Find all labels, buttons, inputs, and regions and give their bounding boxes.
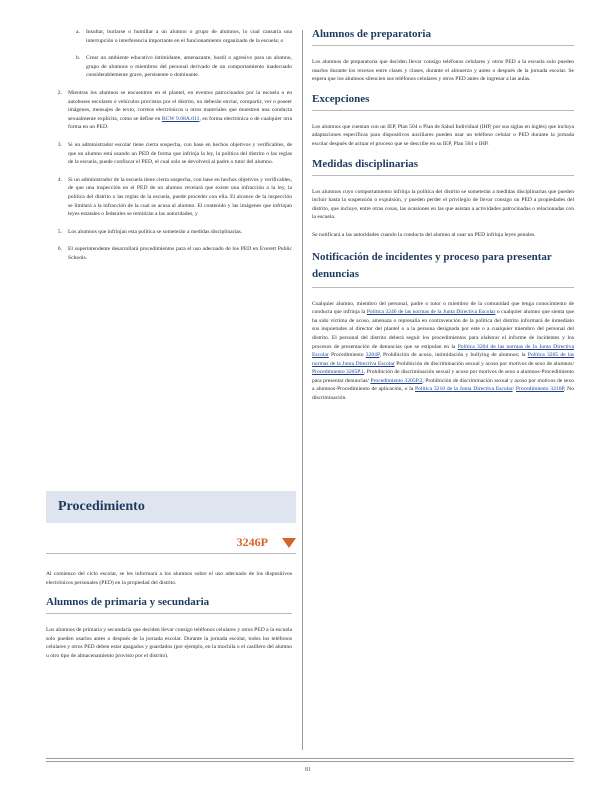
procedure-code: 3246P — [236, 535, 268, 549]
policy-link[interactable]: Política 3205 de las normas de la Junta Directiva Escolar — [312, 352, 575, 367]
notification-text-segment: , No discriminación. — [312, 386, 575, 402]
triangle-down-icon — [282, 538, 296, 548]
item-text-after: , en forma electrónica o de cualquier otra forma en un PED. — [68, 115, 293, 131]
column-divider — [302, 30, 303, 750]
item-text-before: Mientras los alumnos se encuentren en el plantel, en eventos patrocinados por la escuela o en autobuses escolares o vehículos provistos por el distrito, no deberán enviar, compartir, ver o poseer imágenes, mensajes de texto, correos electrónicos u otros materiales que muestren una conducta sexualmente explícita, como se define en — [68, 89, 292, 122]
item-text: El superintendente desarrollará procedimientos para el uso adecuado de los PED en Everett Public Schools. — [68, 246, 292, 261]
notification-text-segment: , Prohibición de discriminación sexual y acoso por motivos de sexo a alumnos-Procedimiento para presentar denuncias/ — [312, 369, 574, 384]
notification-text-segment: , Prohibición de acoso, intimidación y bullying de alumnos; la — [379, 352, 528, 359]
item-text: Crear un ambiente educativo intimidante, amenazante, hostil o agresivo para un alumno, grupo de alumnos o miembros del personal derivado de un comportamiento inadecuado considerablemente grave, persistente o dominante. — [86, 55, 292, 79]
procedure-code-row — [46, 533, 296, 554]
item-text: Si un administrador escolar tiene cierta sospecha, con base en hechos objetivos y verificables, de que un alumno está usando un PED de forma que infrinja la ley, la política del distrito o las reglas de la escuela, puede confiscar el PED, el cual solo se devolverá al padre o tutor del alumno. — [68, 141, 292, 166]
list-item — [46, 141, 292, 167]
item-marker: 2. — [57, 89, 62, 96]
policy-link[interactable]: Política 3210 de la Junta Directiva Escolar — [415, 386, 513, 393]
item-text: Si un administrador de la escuela tiene cierta sospecha, con base en hechos objetivos y verificables, de que una inspección en el PED de un alumno revelará que existe una infracción a la ley, la política del distrito o las reglas de la escuela, puede proceder con ella. El alcance de la inspección se limitará a la infracción de la cual se acusa al alumno. El contenido y las imágenes que infrinjan leyes estatales o federales se remitirán a las autoridades, y — [68, 176, 292, 218]
rcw-link[interactable]: RCW 9.68A.011 — [161, 115, 200, 122]
procedure-body — [46, 570, 292, 670]
list-item — [46, 28, 292, 45]
discipline-note: Se notificará a las autoridades cuando la conducta del alumno al usar un PED infrinja leyes penales. — [312, 231, 536, 238]
exceptions-heading: Excepciones — [312, 93, 574, 111]
item-marker: 4. — [57, 176, 62, 183]
notification-heading: Notificación de incidentes y proceso para presentar denuncias — [312, 249, 574, 288]
prep-text: Los alumnos de preparatoria que deciden llevar consigo teléfonos celulares y otros PED a la escuela solo pueden usarlos durante los recesos entre clases y clases, durante el almuerzo y antes o después de la jornada escolar. Se espera que los alumnos silencien sus teléfonos celulares y otros PED antes de ingresar a las aulas. — [312, 59, 574, 83]
exceptions-text: Los alumnos que cuentan con un IEP, Plan 504 o Plan de Salud Individual (IHP, por sus siglas en inglés) que incluya adaptaciones específicas para dispositivos auxiliares pueden usar un teléfono celular o PED durante la jornada escolar después de actuar el proceso que se describe en su IEP, Plan 504 o IHP. — [312, 123, 574, 147]
primary-heading: Alumnos de primaria y secundaria — [46, 596, 292, 614]
list-item — [46, 89, 292, 132]
item-marker: a. — [76, 29, 80, 35]
list-item — [46, 245, 292, 262]
policy-link[interactable]: Procedimiento 3205P.1 — [312, 369, 364, 376]
list-item — [46, 54, 292, 80]
discipline-heading: Medidas disciplinarias — [312, 158, 574, 176]
prep-heading: Alumnos de preparatoria — [312, 28, 574, 46]
item-text: Insultar, burlarse o humillar a un alumno o grupo de alumnos, lo cual causaría una interrupción o interferencia importante en el funcionamiento organizado de la escuela; o — [86, 29, 292, 44]
discipline-text: Los alumnos cuyo comportamiento infrinja la política del distrito se someterán a medidas disciplinarias que pueden incluir hasta la suspensión o expulsión, y pueden perder el privilegio de llevar consigo un PED a propiedades del distrito, que incluye, entre otras cosas, las ocasiones en las que asistan a actividades patrocinadas o relacionadas con la escuela. — [312, 188, 574, 221]
footer-rules — [46, 758, 574, 762]
list-item — [46, 228, 292, 237]
policy-link[interactable]: Procedimiento 3210P — [515, 386, 564, 393]
procedure-intro: Al comienzo del ciclo escolar, se les informará a los alumnos sobre el uso adecuado de los dispositivos electrónicos personales (PED) en la propiedad del distrito. — [46, 571, 292, 586]
notification-text-segment: , Prohibición de discriminación sexual y acoso por motivos de sexo a alumnos-Procedimiento de aplicación, o la — [312, 377, 574, 393]
list-item — [46, 176, 292, 219]
item-marker: 3. — [57, 141, 62, 148]
item-marker: b. — [76, 55, 81, 62]
notification-text-segment: Cualquier alumno, miembro del personal, padre o tutor o miembro de la comunidad que tenga conocimiento de conducta que infrinja la — [312, 300, 574, 316]
policy-link[interactable]: 3204P — [365, 352, 380, 359]
item-marker: 5. — [57, 228, 62, 235]
footer-rule — [46, 761, 574, 762]
policy-link[interactable]: Política 3204 de las normas de la Junta Directiva Escolar — [312, 343, 574, 359]
right-column — [312, 28, 574, 412]
page-number: 81 — [305, 767, 311, 773]
policy-link[interactable]: Política 3246 de las normas de la Junta Directiva Escolar — [366, 309, 496, 316]
notification-text-segment: Procedimiento — [328, 352, 366, 359]
item-text: Los alumnos que infrinjan esta política se someterán a medidas disciplinarias. — [68, 228, 243, 235]
left-column — [46, 28, 292, 271]
notification-text — [312, 300, 574, 403]
item-marker: 6. — [57, 246, 62, 253]
notification-text-segment: / — [512, 386, 516, 393]
primary-text: Los alumnos de primaria y secundaria que deciden llevar consigo teléfonos celulares y otros PED a la escuela solo pueden usarlos antes o después de la jornada escolar. Durante la jornada escolar, todos los teléfonos celulares y otros PED deben estar apagados y guardados (por ejemplo, en la mochila o el casillero del alumno u otro tipo de almacenamiento provisto por el distrito). — [46, 627, 292, 659]
item-text — [68, 89, 292, 132]
notification-text-segment: Prohibición de discriminación sexual y acoso por motivos de sexo de alumnos/ — [394, 360, 574, 367]
policy-link[interactable]: Procedimiento 3205P.2 — [370, 377, 423, 384]
notification-text-segment: o cualquier alumno que sienta que ha sido víctima de acoso, amenaza o represalia en contravención de la política del distrito informará de inmediato sus inquietudes al director del plantel o a la persona designada por este o a cualquier miembro del personal del distrito. El personal del distrito deberá seguir los procedimientos para elaborar el informe de incidentes y los procesos de presentación de denuncias que se estipulan en la — [312, 309, 574, 350]
footer-rule — [46, 758, 574, 759]
procedure-heading: Procedimiento — [46, 491, 296, 523]
